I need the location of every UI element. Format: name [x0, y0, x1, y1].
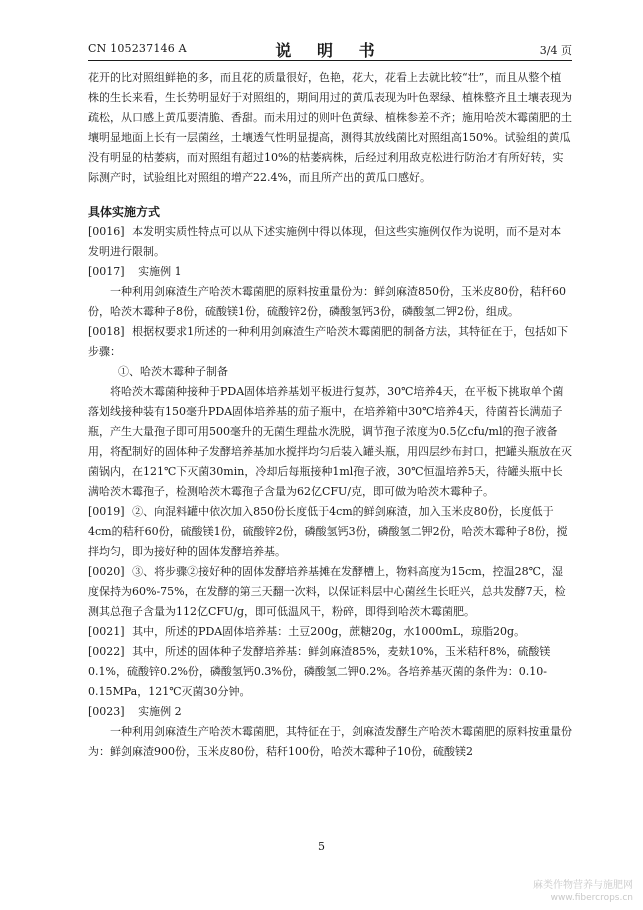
paragraph-0021: [88, 622, 572, 642]
paragraph-0018: [88, 322, 572, 362]
step1-paragraph: 将哈茨木霉菌种接种于PDA固体培养基划平板进行复苏，30℃培养4天，在平板下挑取单个菌落划线接种装有150毫升PDA固体培养基的茄子瓶中，在培养箱中30℃培养4天，待菌苔长满茄子瓶，产生大量孢子即可用500毫升的无菌生理盐水洗脱，调节孢子浓度为0.5亿cfu/ml的孢子液备用，将配制好的固体种子发酵培养基加水搅拌均匀后装入罐头瓶，用四层纱布封口，把罐头瓶放在灭菌锅内，在121℃下灭菌30min，冷却后每瓶接种1ml孢子液，30℃恒温培养5天，待罐头瓶中长满哈茨木霉孢子，检测哈茨木霉孢子含量为62亿CFU/克，即可做为哈茨木霉种子。: [88, 385, 572, 498]
document-title: 说 明 书: [275, 41, 385, 60]
paragraph-number: [0018]: [88, 325, 125, 338]
paragraph-number: [0019]: [88, 505, 125, 518]
paragraph-number: [0016]: [88, 225, 125, 238]
paragraph-text: 根据权要求1所述的一种利用剑麻渣生产哈茨木霉菌肥的制备方法，其特征在于，包括如下步骤：: [88, 325, 569, 358]
section-title: 具体实施方式: [88, 205, 161, 219]
paragraph-number: [0017]: [88, 265, 125, 278]
page-indicator: 3/4 页: [539, 44, 572, 57]
watermark-site-name: 麻类作物营养与施肥网: [533, 880, 633, 891]
document-body: [88, 68, 572, 762]
paragraph-0016: [88, 222, 572, 262]
watermark-url: www.fibercrops.cn: [550, 893, 633, 903]
example-heading: 实施例 2: [138, 705, 182, 718]
watermark: [533, 880, 633, 904]
paragraph-number: [0023]: [88, 705, 125, 718]
paragraph-text: ③、将步骤②接好种的固体发酵培养基摊在发酵槽上，物料高度为15cm，控温28℃，湿度保持为60%-75%，在发酵的第三天翻一次料，以保证料层中心菌丝生长旺兴，总共发酵7天，检测其总孢子含量为112亿CFU/g，即可低温风干，粉碎，即得到哈茨木霉菌肥。: [88, 565, 566, 618]
step1-title: ①、哈茨木霉种子制备: [118, 365, 228, 378]
example1-formula: 一种利用剑麻渣生产哈茨木霉菌肥的原料按重量份为：鲜剑麻渣850份，玉米皮80份，秸秆60份，哈茨木霉种子8份，硫酸镁1份，硫酸锌2份，磷酸氢钙3份，磷酸氢二钾2份，组成。: [88, 285, 566, 318]
paragraph-text: 本发明实质性特点可以从下述实施例中得以体现，但这些实施例仅作为说明，而不是对本发明进行限制。: [88, 225, 562, 258]
paragraph-0017: [88, 262, 572, 282]
paragraph-0019: [88, 502, 572, 562]
example-heading: 实施例 1: [138, 265, 182, 278]
paragraph-number: [0020]: [88, 565, 125, 578]
paragraph-number: [0021]: [88, 625, 125, 638]
page-header: [88, 38, 572, 61]
page-number: 5: [318, 840, 325, 853]
example2-formula: 一种利用剑麻渣生产哈茨木霉菌肥，其特征在于，剑麻渣发酵生产哈茨木霉菌肥的原料按重量份为：鲜剑麻渣900份，玉米皮80份，秸秆100份，哈茨木霉种子10份，硫酸镁2: [88, 725, 572, 758]
paragraph-text: ②、向混料罐中依次加入850份长度低于4cm的鲜剑麻渣，加入玉米皮80份，长度低于4cm的秸秆60份，硫酸镁1份，硫酸锌2份，磷酸氢钙3份，磷酸氢二钾2份，哈茨木霉种子8份，搅拌均匀，即为接好种的固体发酵培养基。: [88, 505, 568, 558]
section-gap: [88, 188, 572, 198]
paragraph-0020: [88, 562, 572, 622]
paragraph-0022: [88, 642, 572, 702]
paragraph-text: 其中，所述的PDA固体培养基：土豆200g，蔗糖20g，水1000mL，琼脂20g。: [132, 625, 526, 638]
paragraph-number: [0022]: [88, 645, 125, 658]
intro-paragraph: 花开的比对照组鲜艳的多，而且花的质量很好，色艳，花大，花看上去就比较“壮”，而且从整个植株的生长来看，生长势明显好于对照组的，期间用过的黄瓜表现为叶色翠绿、植株整齐且土壤表现为疏松，从口感上黄瓜要清脆、香甜。而未用过的则叶色黄绿、植株参差不齐；施用哈茨木霉菌肥的土壤明显地面上长有一层菌丝，土壤透气性明显提高，测得其放线菌比对照组高150%。试验组的黄瓜没有明显的枯萎病，而对照组有超过10%的枯萎病株，后经过利用敌克松进行防治才有所好转，实际测产时，试验组比对照组的增产22.4%，而且所产出的黄瓜口感好。: [88, 71, 572, 184]
patent-number: CN 105237146 A: [88, 42, 187, 55]
paragraph-0023: [88, 702, 572, 722]
paragraph-text: 其中，所述的固体种子发酵培养基：鲜剑麻渣85%，麦麸10%，玉米秸秆8%，硫酸镁0.1%，硫酸锌0.2%份，磷酸氢钙0.3%份，磷酸氢二钾0.2%。各培养基灭菌的条件为：0.10-0.15MPa，121℃灭菌30分钟。: [88, 645, 551, 698]
